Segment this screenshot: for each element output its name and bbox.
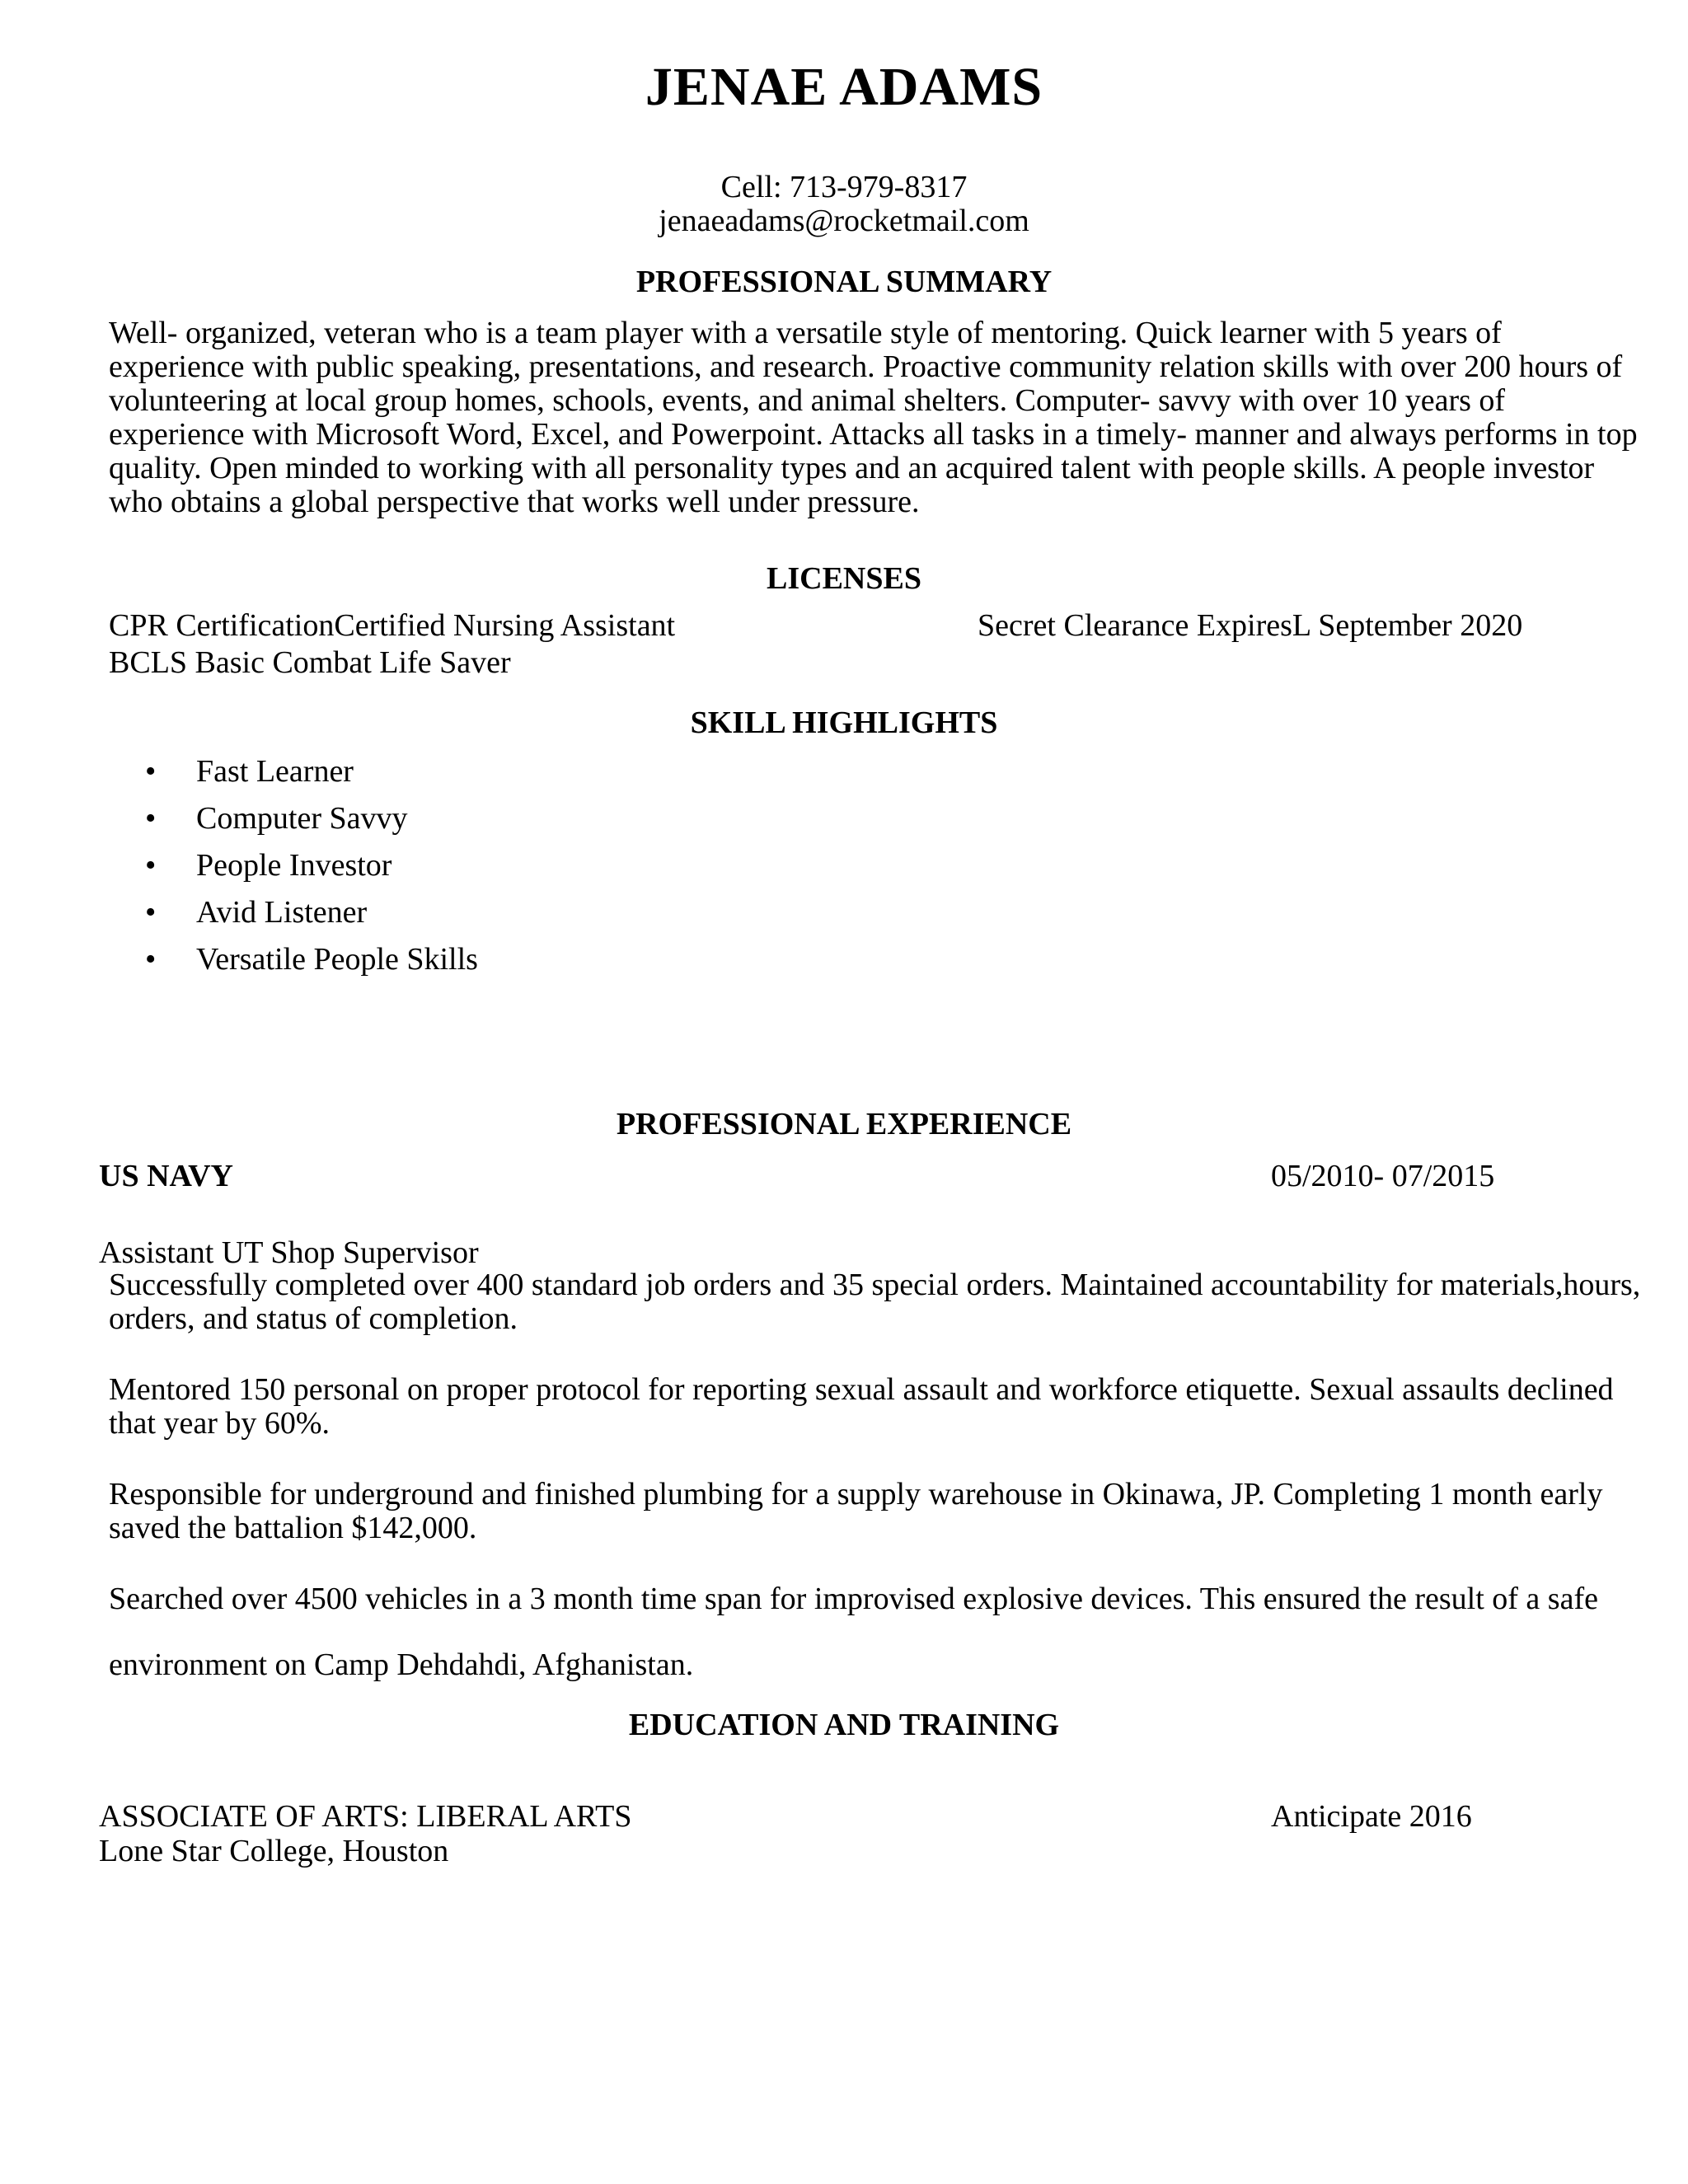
bullet-icon: • xyxy=(145,801,157,836)
contact-phone: Cell: 713-979-8317 xyxy=(720,170,968,204)
degree-title: ASSOCIATE OF ARTS: LIBERAL ARTS xyxy=(99,1799,632,1834)
licenses-heading: LICENSES xyxy=(767,561,921,596)
bullet-icon: • xyxy=(145,895,157,930)
experience-heading: PROFESSIONAL EXPERIENCE xyxy=(616,1107,1072,1141)
skill-label: Versatile People Skills xyxy=(196,942,478,977)
employer-name: US NAVY xyxy=(99,1159,233,1193)
contact-email: jenaeadams@rocketmail.com xyxy=(659,204,1029,238)
license-item: CPR CertificationCertified Nursing Assistant xyxy=(109,608,676,643)
school-name: Lone Star College, Houston xyxy=(99,1834,449,1868)
list-item xyxy=(145,842,478,889)
skills-list xyxy=(145,748,478,983)
experience-paragraph: environment on Camp Dehdahdi, Afghanistan. xyxy=(109,1647,694,1682)
job-title: Assistant UT Shop Supervisor xyxy=(99,1235,479,1270)
list-item xyxy=(145,748,478,795)
employment-dates: 05/2010- 07/2015 xyxy=(1271,1159,1495,1193)
summary-heading: PROFESSIONAL SUMMARY xyxy=(635,265,1053,299)
summary-text: Well- organized, veteran who is a team player with a versatile style of mentoring. Quick learner with 5 years of experience with public speaking, presentations, and research. Proactive community relation skills with over 200 hours of volunteering at local group homes, schools, events, and animal shelters. Computer- savvy with over 10 years of experience with Microsoft Word, Excel, and Powerpoint. Attacks all tasks in a timely- manner and always performs in top quality. Open minded to working with all personality types and an acquired talent with people skills. A people investor who obtains a global perspective that works well under pressure. xyxy=(109,316,1638,519)
bullet-icon: • xyxy=(145,942,157,977)
candidate-name: JENAE ADAMS xyxy=(645,57,1043,117)
license-item: BCLS Basic Combat Life Saver xyxy=(109,645,511,680)
experience-paragraph: Successfully completed over 400 standard job orders and 35 special orders. Maintained accountability for materials,hours, orders, and status of completion. xyxy=(109,1268,1641,1336)
list-item xyxy=(145,936,478,983)
skills-heading: SKILL HIGHLIGHTS xyxy=(690,705,998,740)
experience-paragraph: Mentored 150 personal on proper protocol for reporting sexual assault and workforce etiquette. Sexual assaults declined that year by 60%. xyxy=(109,1372,1614,1441)
license-item: Secret Clearance ExpiresL September 2020 xyxy=(978,608,1523,643)
education-heading: EDUCATION AND TRAINING xyxy=(628,1708,1060,1742)
list-item xyxy=(145,889,478,936)
bullet-icon: • xyxy=(145,754,157,789)
bullet-icon: • xyxy=(145,848,157,883)
skill-label: People Investor xyxy=(196,848,392,883)
degree-date: Anticipate 2016 xyxy=(1271,1799,1472,1834)
skill-label: Avid Listener xyxy=(196,895,368,930)
experience-paragraph: Responsible for underground and finished plumbing for a supply warehouse in Okinawa, JP. Completing 1 month early saved the battalion $142,000. xyxy=(109,1477,1603,1545)
skill-label: Fast Learner xyxy=(196,754,354,789)
skill-label: Computer Savvy xyxy=(196,801,408,836)
experience-paragraph: Searched over 4500 vehicles in a 3 month time span for improvised explosive devices. This ensured the result of a safe xyxy=(109,1582,1598,1616)
list-item xyxy=(145,795,478,842)
